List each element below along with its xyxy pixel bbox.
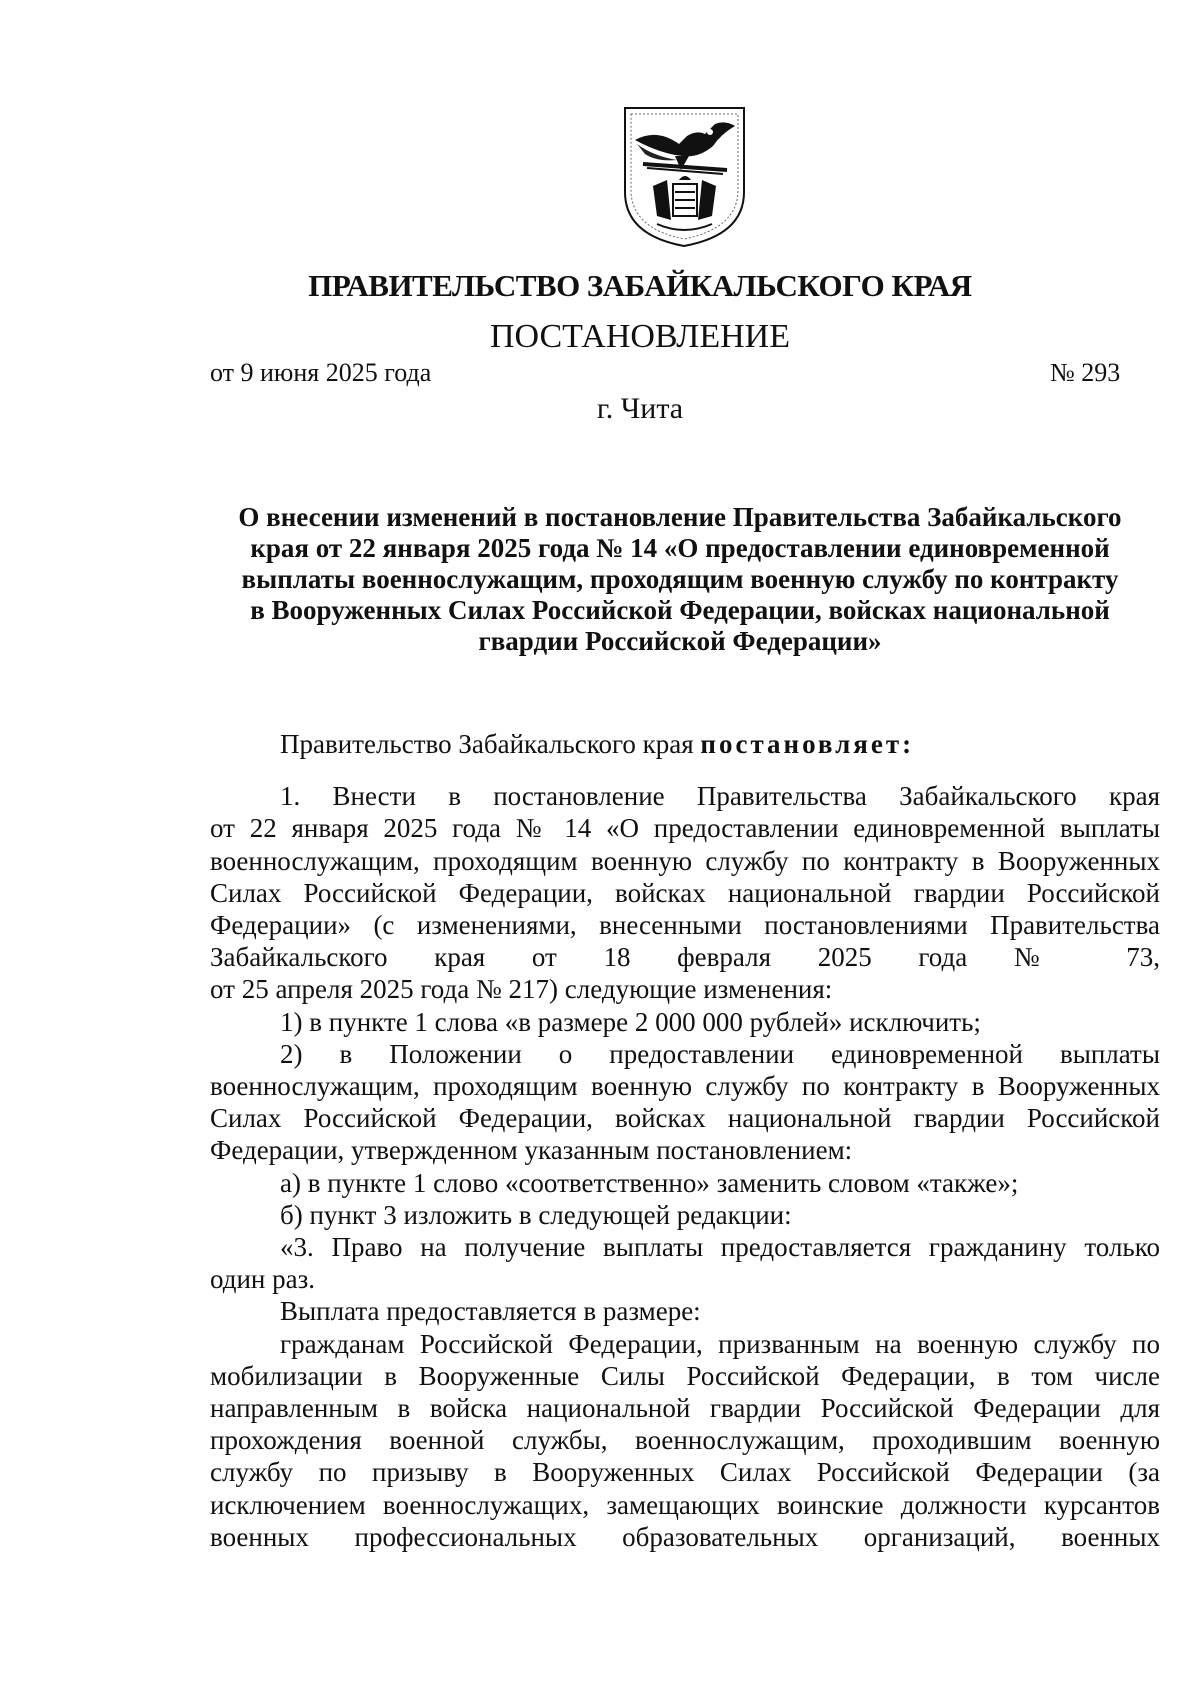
body-line: военнослужащим, проходящим военную службу по контракту в Вооруженных [210, 845, 1160, 876]
body-line: а) в пункте 1 слово «соответственно» заменить словом «также»; [280, 1167, 1019, 1198]
body-line: Силах Российской Федерации, войсках национальной гвардии Российской [210, 1103, 1160, 1134]
document-date: от 9 июня 2025 года [210, 358, 432, 387]
body-line: Забайкальского края от 18 февраля 2025 года № 73, [210, 942, 1160, 973]
body-line: «3. Право на получение выплаты предоставляется гражданину только [280, 1232, 1160, 1263]
city: г. Чита [596, 392, 684, 425]
body-line: направленным в войска национальной гвардии Российской Федерации для [210, 1393, 1160, 1424]
body-line: исключением военнослужащих, замещающих воинские должности курсантов [210, 1489, 1160, 1520]
body-line: военнослужащим, проходящим военную службу по контракту в Вооруженных [210, 1071, 1160, 1102]
subject-line: О внесении изменений в постановление Правительства Забайкальского [238, 502, 1122, 532]
body-line: от 22 января 2025 года № 14 «О предоставлении единовременной выплаты [210, 813, 1160, 844]
preamble-emphasis: постановляет: [700, 729, 915, 759]
body-line: б) пункт 3 изложить в следующей редакции: [280, 1199, 792, 1230]
body-line: Выплата предоставляется в размере: [280, 1296, 701, 1327]
body-line: 1) в пункте 1 слова «в размере 2 000 000 рублей» исключить; [280, 1006, 981, 1037]
coat-of-arms-emblem [617, 100, 752, 250]
government-title: ПРАВИТЕЛЬСТВО ЗАБАЙКАЛЬСКОГО КРАЯ [308, 268, 972, 303]
body-line: службу по призыву в Вооруженных Силах Российской Федерации (за [210, 1457, 1160, 1488]
body-line: прохождения военной службы, военнослужащим, проходившим военную [210, 1425, 1160, 1456]
preamble [210, 728, 1160, 760]
preamble-text: Правительство Забайкальского края [280, 729, 701, 759]
subject-line: края от 22 января 2025 года № 14 «О предоставлении единовременной [250, 533, 1110, 563]
document-number: № 293 [1050, 358, 1121, 387]
subject-line: в Вооруженных Силах Российской Федерации, войсках национальной [250, 595, 1110, 625]
body-line: Федерации, утвержденном указанным постановлением: [210, 1135, 853, 1166]
body-line: один раз. [210, 1264, 316, 1295]
body-line: 1. Внести в постановление Правительства Забайкальского края [280, 781, 1160, 812]
document-subject [210, 502, 1150, 657]
subject-line: выплаты военнослужащим, проходящим военную службу по контракту [241, 564, 1119, 594]
body-line: мобилизации в Вооруженные Силы Российской Федерации, в том числе [210, 1360, 1160, 1391]
document-body [210, 728, 1160, 1553]
body-line: Силах Российской Федерации, войсках национальной гвардии Российской [210, 877, 1160, 908]
body-line: военных профессиональных образовательных организаций, военных [210, 1521, 1160, 1552]
subject-line: гвардии Российской Федерации» [478, 626, 882, 656]
body-line: 2) в Положении о предоставлении единовременной выплаты [280, 1038, 1160, 1069]
body-line: Федерации» (с изменениями, внесенными постановлениями Правительства [210, 910, 1160, 941]
body-line: гражданам Российской Федерации, призванным на военную службу по [280, 1328, 1160, 1359]
document-type: ПОСТАНОВЛЕНИЕ [489, 318, 791, 355]
body-line: от 25 апреля 2025 года № 217) следующие изменения: [210, 974, 833, 1005]
